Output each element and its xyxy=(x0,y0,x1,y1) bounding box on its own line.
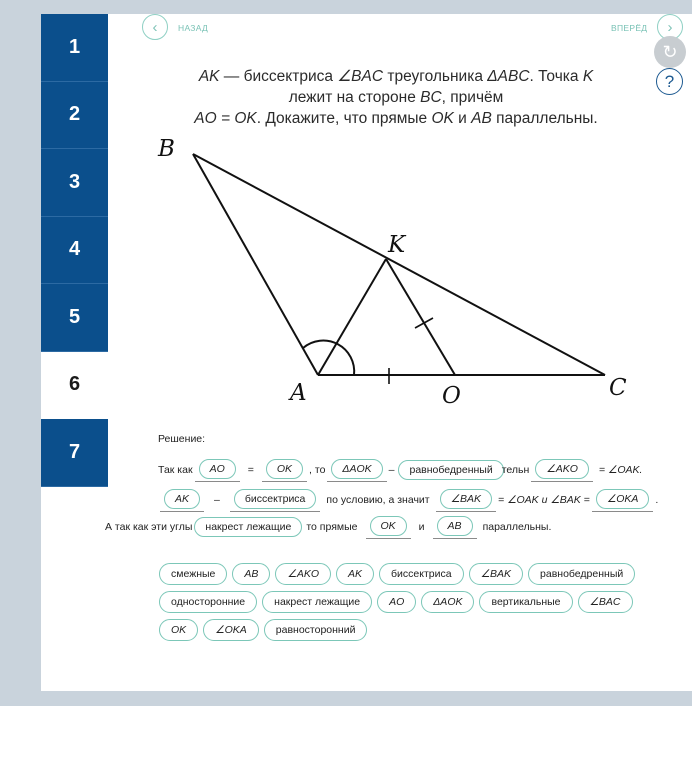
bank-chip[interactable]: ∠AKO xyxy=(275,563,331,585)
answer-chip[interactable]: OK xyxy=(370,516,407,536)
drop-slot[interactable] xyxy=(230,489,321,512)
bank-chip[interactable]: AB xyxy=(232,563,270,585)
drop-slot[interactable] xyxy=(531,459,593,482)
answer-chip[interactable]: равнобедренный xyxy=(398,460,503,480)
answer-chip[interactable]: AK xyxy=(164,489,200,509)
answer-bank xyxy=(159,563,659,641)
chevron-right-icon: › xyxy=(667,18,673,36)
nav-item-4[interactable]: 4 xyxy=(41,217,108,285)
drop-slot[interactable] xyxy=(262,459,307,482)
forward-label[interactable]: ВПЕРЁД xyxy=(611,23,648,33)
drop-slot[interactable] xyxy=(436,489,496,512)
bank-chip[interactable]: биссектриса xyxy=(379,563,464,585)
bank-chip[interactable]: ∠BAK xyxy=(469,563,523,585)
answer-chip[interactable]: AO xyxy=(199,459,236,479)
bank-chip[interactable]: равнобедренный xyxy=(528,563,635,585)
nav-item-2[interactable]: 2 xyxy=(41,82,108,150)
nav-item-6[interactable]: 6 xyxy=(41,352,108,420)
task-nav xyxy=(41,14,108,487)
bank-chip[interactable]: ∠BAC xyxy=(578,591,633,613)
answer-chip[interactable]: OK xyxy=(266,459,303,479)
left-margin xyxy=(12,14,41,706)
nav-item-5[interactable]: 5 xyxy=(41,284,108,352)
solution-label: Решение: xyxy=(158,433,206,445)
nav-item-1[interactable]: 1 xyxy=(41,14,108,82)
label-c: C xyxy=(609,375,627,401)
bank-chip[interactable]: накрест лежащие xyxy=(262,591,372,613)
back-label[interactable]: НАЗАД xyxy=(178,23,209,33)
bank-chip[interactable]: односторонние xyxy=(159,591,257,613)
bank-chip[interactable]: OK xyxy=(159,619,198,641)
label-k: K xyxy=(388,232,406,258)
label-a: A xyxy=(290,380,307,406)
drop-slot[interactable] xyxy=(327,459,386,482)
drop-slot[interactable] xyxy=(366,516,411,539)
triangle-figure xyxy=(150,130,640,415)
answer-chip[interactable]: ΔAOK xyxy=(331,459,382,479)
help-button[interactable] xyxy=(656,68,683,95)
label-o: O xyxy=(442,383,461,409)
bank-chip[interactable]: ΔAOK xyxy=(421,591,474,613)
drop-slot[interactable] xyxy=(592,489,654,512)
answer-chip[interactable]: ∠OKA xyxy=(596,489,650,509)
question-icon: ? xyxy=(664,71,675,91)
reload-icon: ↻ xyxy=(662,41,678,62)
solution-line-3: А так как эти углы накрест лежащие то прямые OK и AB параллельны. xyxy=(105,516,551,538)
answer-chip[interactable]: ∠AKO xyxy=(535,459,589,479)
drop-slot[interactable] xyxy=(433,516,477,539)
nav-item-3[interactable]: 3 xyxy=(41,149,108,217)
bank-chip[interactable]: ∠OKA xyxy=(203,619,259,641)
bank-chip[interactable]: AK xyxy=(336,563,374,585)
reload-button[interactable] xyxy=(654,36,686,68)
tick-ok xyxy=(415,318,433,328)
label-b: B xyxy=(158,136,175,162)
bank-chip[interactable]: равносторонний xyxy=(264,619,368,641)
back-button[interactable] xyxy=(142,14,168,40)
bank-chip[interactable]: смежные xyxy=(159,563,227,585)
solution-line-2: AK – биссектриса по условию, а значит ∠BAK = ∠OAK и ∠BAK = ∠OKA . xyxy=(158,489,658,511)
answer-chip[interactable]: ∠BAK xyxy=(440,489,492,509)
drop-slot[interactable] xyxy=(160,489,204,512)
bank-chip[interactable]: AO xyxy=(377,591,416,613)
chevron-left-icon: ‹ xyxy=(152,18,158,36)
drop-slot[interactable] xyxy=(195,459,240,482)
answer-chip[interactable]: накрест лежащие xyxy=(194,517,302,537)
bank-chip[interactable]: вертикальные xyxy=(479,591,572,613)
nav-item-7[interactable]: 7 xyxy=(41,419,108,487)
answer-chip[interactable]: AB xyxy=(437,516,473,536)
problem-statement: AK — биссектриса ∠BAC треугольника ΔABC. Точка K лежит на стороне BC, причём AO = OK. Докажите, что прямые OK и AB параллельны. xyxy=(194,68,598,127)
answer-chip[interactable]: биссектриса xyxy=(234,489,317,509)
solution-line-1: Так как AO = OK , то ΔAOK – равнобедренный тельн ∠AKO = ∠OAK. xyxy=(158,459,642,481)
